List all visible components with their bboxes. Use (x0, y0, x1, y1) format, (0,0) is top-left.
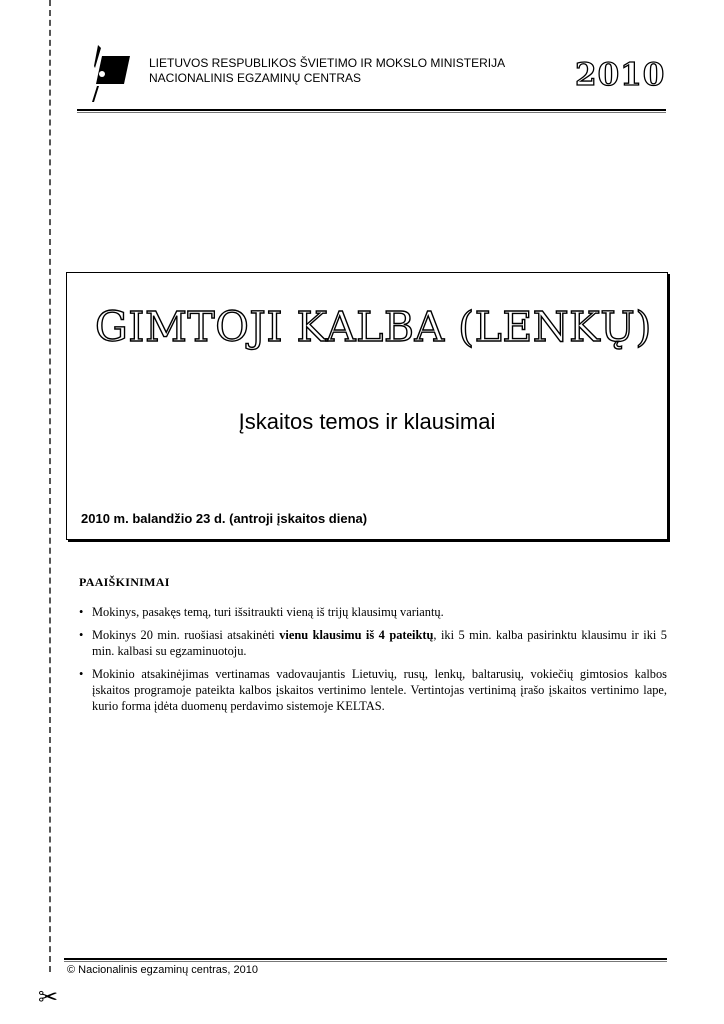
title-box (66, 272, 668, 540)
organization-name (149, 56, 505, 86)
instruction-text: Mokinys, pasakęs temą, turi išsitraukti vieną iš trijų klausimų variantų. (92, 605, 444, 619)
exam-date: 2010 m. balandžio 23 d. (antroji įskaitos diena) (81, 511, 368, 526)
org-line-2: NACIONALINIS EGZAMINŲ CENTRAS (149, 71, 362, 85)
org-line-1: LIETUVOS RESPUBLIKOS ŠVIETIMO IR MOKSLO MINISTERIJA (149, 56, 506, 70)
bullet-icon: • (79, 628, 84, 642)
footer-divider (64, 958, 667, 962)
nec-logo (88, 44, 132, 102)
exam-year: 2010 (575, 57, 666, 93)
document-subtitle: Įskaitos temos ir klausimai (238, 409, 496, 434)
instruction-emphasis: vienu klausimu iš 4 pateiktų (279, 628, 434, 642)
scissors-icon: ✂ (38, 983, 59, 1011)
header-divider (77, 109, 666, 113)
instruction-item (79, 666, 667, 714)
instruction-text: Mokinio atsakinėjimas vertinamas vadovaujantis Lietuvių, rusų, lenkų, baltarusių, vokiečių gimtosios kalbos įskaitos programoje pateikta kalbos įskaitos vertinimo lentele. Vertintojas vertinimą įrašo įskaitos vertinimo lape, kurio forma įdėta duomenų perdavimo sistemoje KELTAS. (92, 667, 667, 713)
subject-title: GIMTOJI KALBA (LENKŲ) (95, 303, 652, 351)
copyright-notice: © Nacionalinis egzaminų centras, 2010 (67, 964, 258, 976)
instructions-list (79, 604, 667, 714)
instruction-item (79, 604, 667, 620)
instructions-section (79, 575, 667, 721)
cut-line (49, 0, 51, 972)
instruction-text: Mokinys 20 min. ruošiasi atsakinėti (92, 628, 280, 642)
bullet-icon: • (79, 667, 84, 681)
instructions-heading: PAAIŠKINIMAI (79, 575, 170, 589)
instruction-item (79, 627, 667, 659)
instruction-text: , iki 5 min. kalba pasirinktu klausimu ir iki 5 min. kalbasi su egzaminuotoju. (92, 628, 667, 658)
bullet-icon: • (79, 605, 84, 619)
